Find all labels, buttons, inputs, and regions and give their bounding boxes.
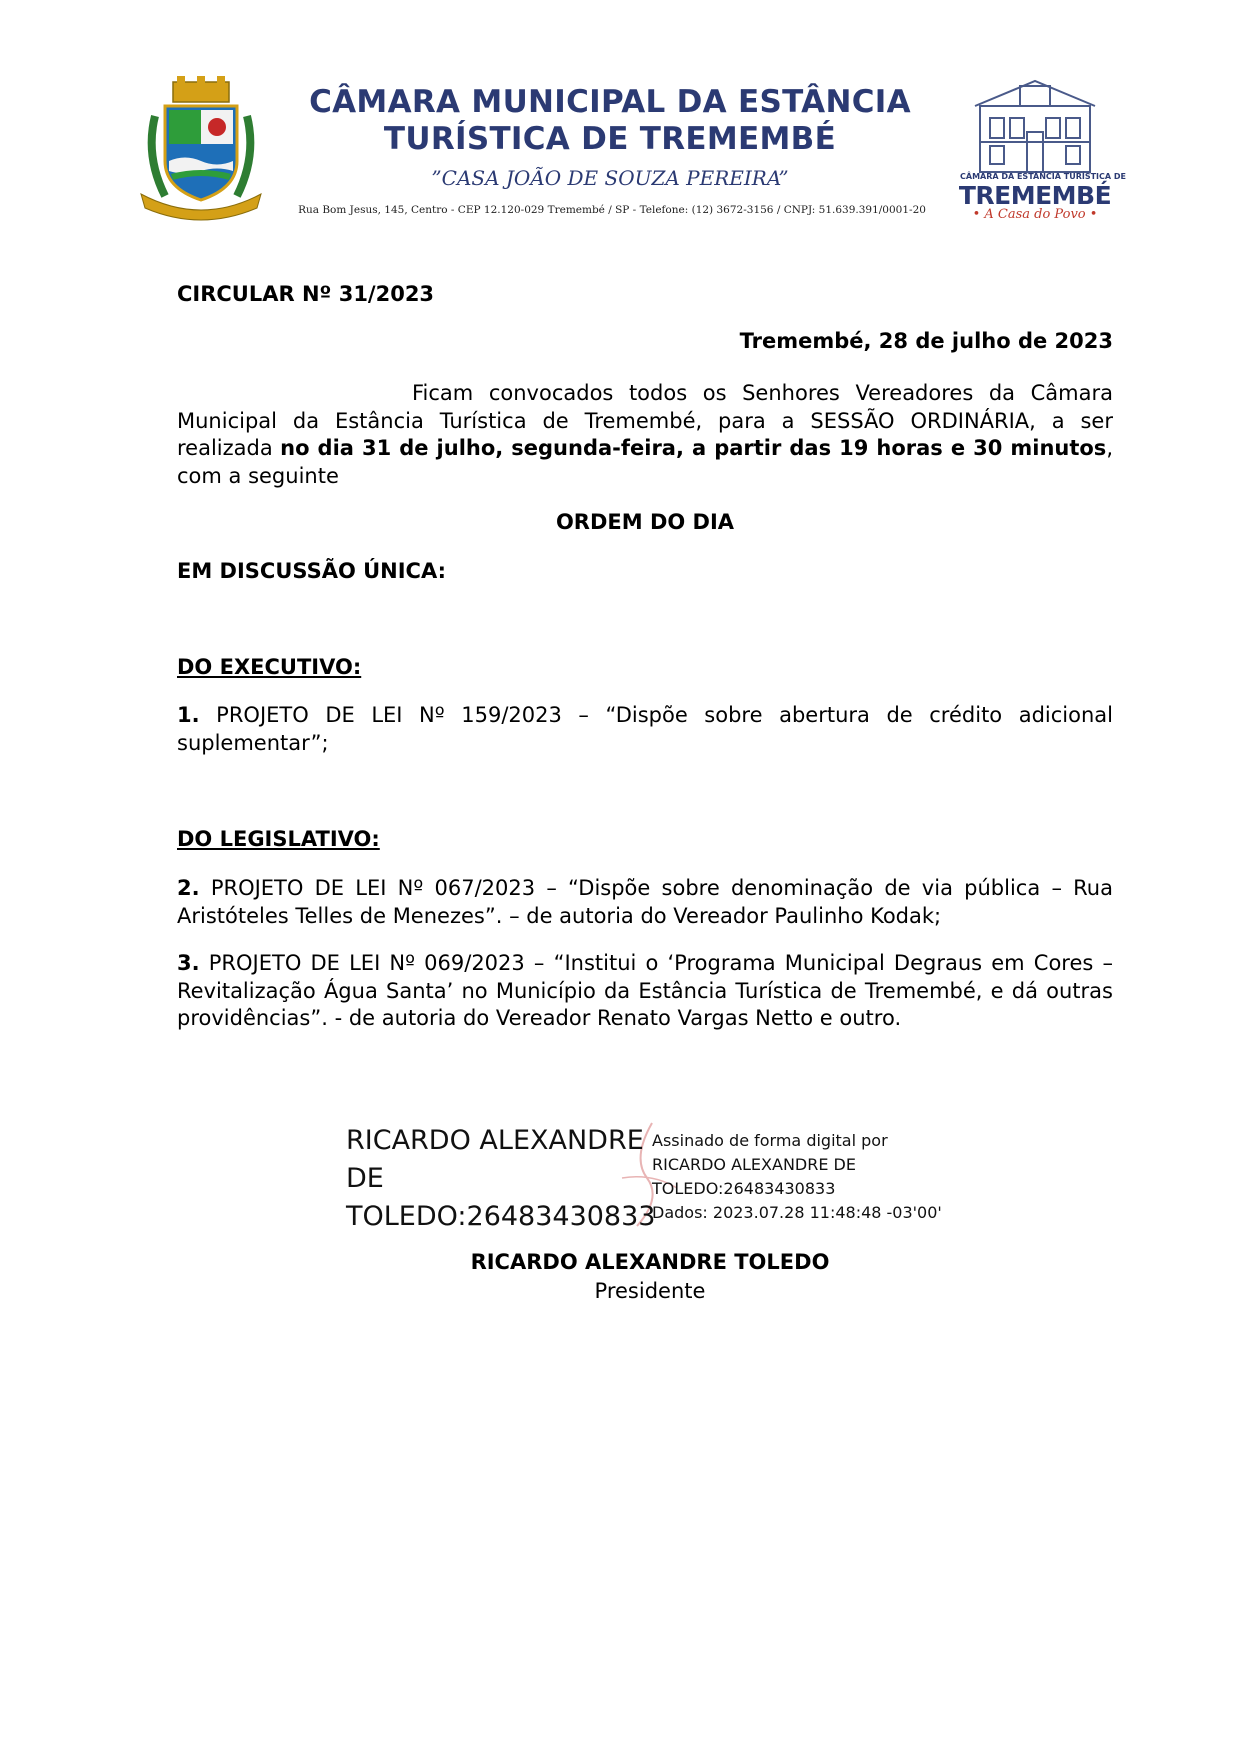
agenda-item (177, 950, 1113, 1033)
signature-detail-line: TOLEDO:26483430833 (652, 1179, 836, 1198)
date-line: Tremembé, 28 de julho de 2023 (739, 329, 1113, 353)
section-legislativo-heading: DO LEGISLATIVO: (177, 827, 380, 851)
building-logo-top-text: CÂMARA DA ESTÂNCIA TURÍSTICA DE (960, 172, 1126, 181)
header-title-line1: CÂMARA MUNICIPAL DA ESTÂNCIA (309, 84, 911, 120)
agenda-item-text: PROJETO DE LEI Nº 067/2023 – “Dispõe sobre denominação de via pública – Rua Aristóteles Telles de Menezes”. – de autoria do Vereador Paulinho Kodak; (177, 876, 1113, 928)
agenda-item-number: 2. (177, 876, 200, 900)
intro-part2: , com a seguinte (177, 436, 1113, 488)
header-title-line2: TURÍSTICA DE TREMEMBÉ (383, 121, 837, 157)
building-logo-name: TREMEMBÉ (958, 181, 1112, 210)
letterhead (0, 0, 1241, 230)
ordem-do-dia-heading: ORDEM DO DIA (555, 510, 735, 534)
discussao-heading: EM DISCUSSÃO ÚNICA: (177, 559, 447, 583)
signature-detail-line: Dados: 2023.07.28 11:48:48 -03'00' (652, 1203, 942, 1222)
signature-detail-line: RICARDO ALEXANDRE DE (652, 1155, 856, 1174)
section-executivo-heading: DO EXECUTIVO: (177, 655, 362, 679)
header-subtitle: ”CASA JOÃO DE SOUZA PEREIRA” (431, 166, 789, 190)
signature-name-line2: DE (346, 1163, 384, 1194)
signature-name-line3: TOLEDO:26483430833 (346, 1201, 656, 1232)
signature-name (346, 1122, 656, 1236)
intro-bold: no dia 31 de julho, segunda-feira, a partir das 19 horas e 30 minutos (280, 436, 1107, 460)
president-name: RICARDO ALEXANDRE TOLEDO (470, 1250, 830, 1274)
header-address: Rua Bom Jesus, 145, Centro - CEP 12.120-029 Tremembé / SP - Telefone: (12) 3672-3156 / CNPJ: 51.639.391/0001-20 (298, 204, 926, 216)
chamber-building-logo-icon (965, 76, 1105, 176)
circular-number: CIRCULAR Nº 31/2023 (177, 282, 435, 306)
building-logo-motto: • A Casa do Povo • (972, 207, 1098, 222)
president-title: Presidente (594, 1279, 706, 1303)
signature-detail-line: Assinado de forma digital por (652, 1131, 888, 1150)
signature-name-line1: RICARDO ALEXANDRE (346, 1125, 644, 1156)
agenda-item (177, 702, 1113, 757)
intro-part1: Ficam convocados todos os Senhores Vereadores da Câmara Municipal da Estância Turística de Tremembé, para a SESSÃO ORDINÁRIA, a ser realizada (177, 381, 1113, 460)
municipal-coat-of-arms-icon (135, 76, 267, 222)
agenda-item-text: PROJETO DE LEI Nº 159/2023 – “Dispõe sobre abertura de crédito adicional suplementar”; (177, 703, 1113, 755)
agenda-item-number: 1. (177, 703, 200, 727)
signature-details (652, 1129, 952, 1225)
agenda-item-number: 3. (177, 951, 200, 975)
agenda-item-text: PROJETO DE LEI Nº 069/2023 – “Institui o ‘Programa Municipal Degraus em Cores – Revitalização Água Santa’ no Município da Estância Turística de Tremembé, e dá outras providências”. - de autoria do Vereador Renato Vargas Netto e outro. (177, 951, 1113, 1030)
agenda-item (177, 875, 1113, 930)
convocation-paragraph (177, 380, 1113, 490)
